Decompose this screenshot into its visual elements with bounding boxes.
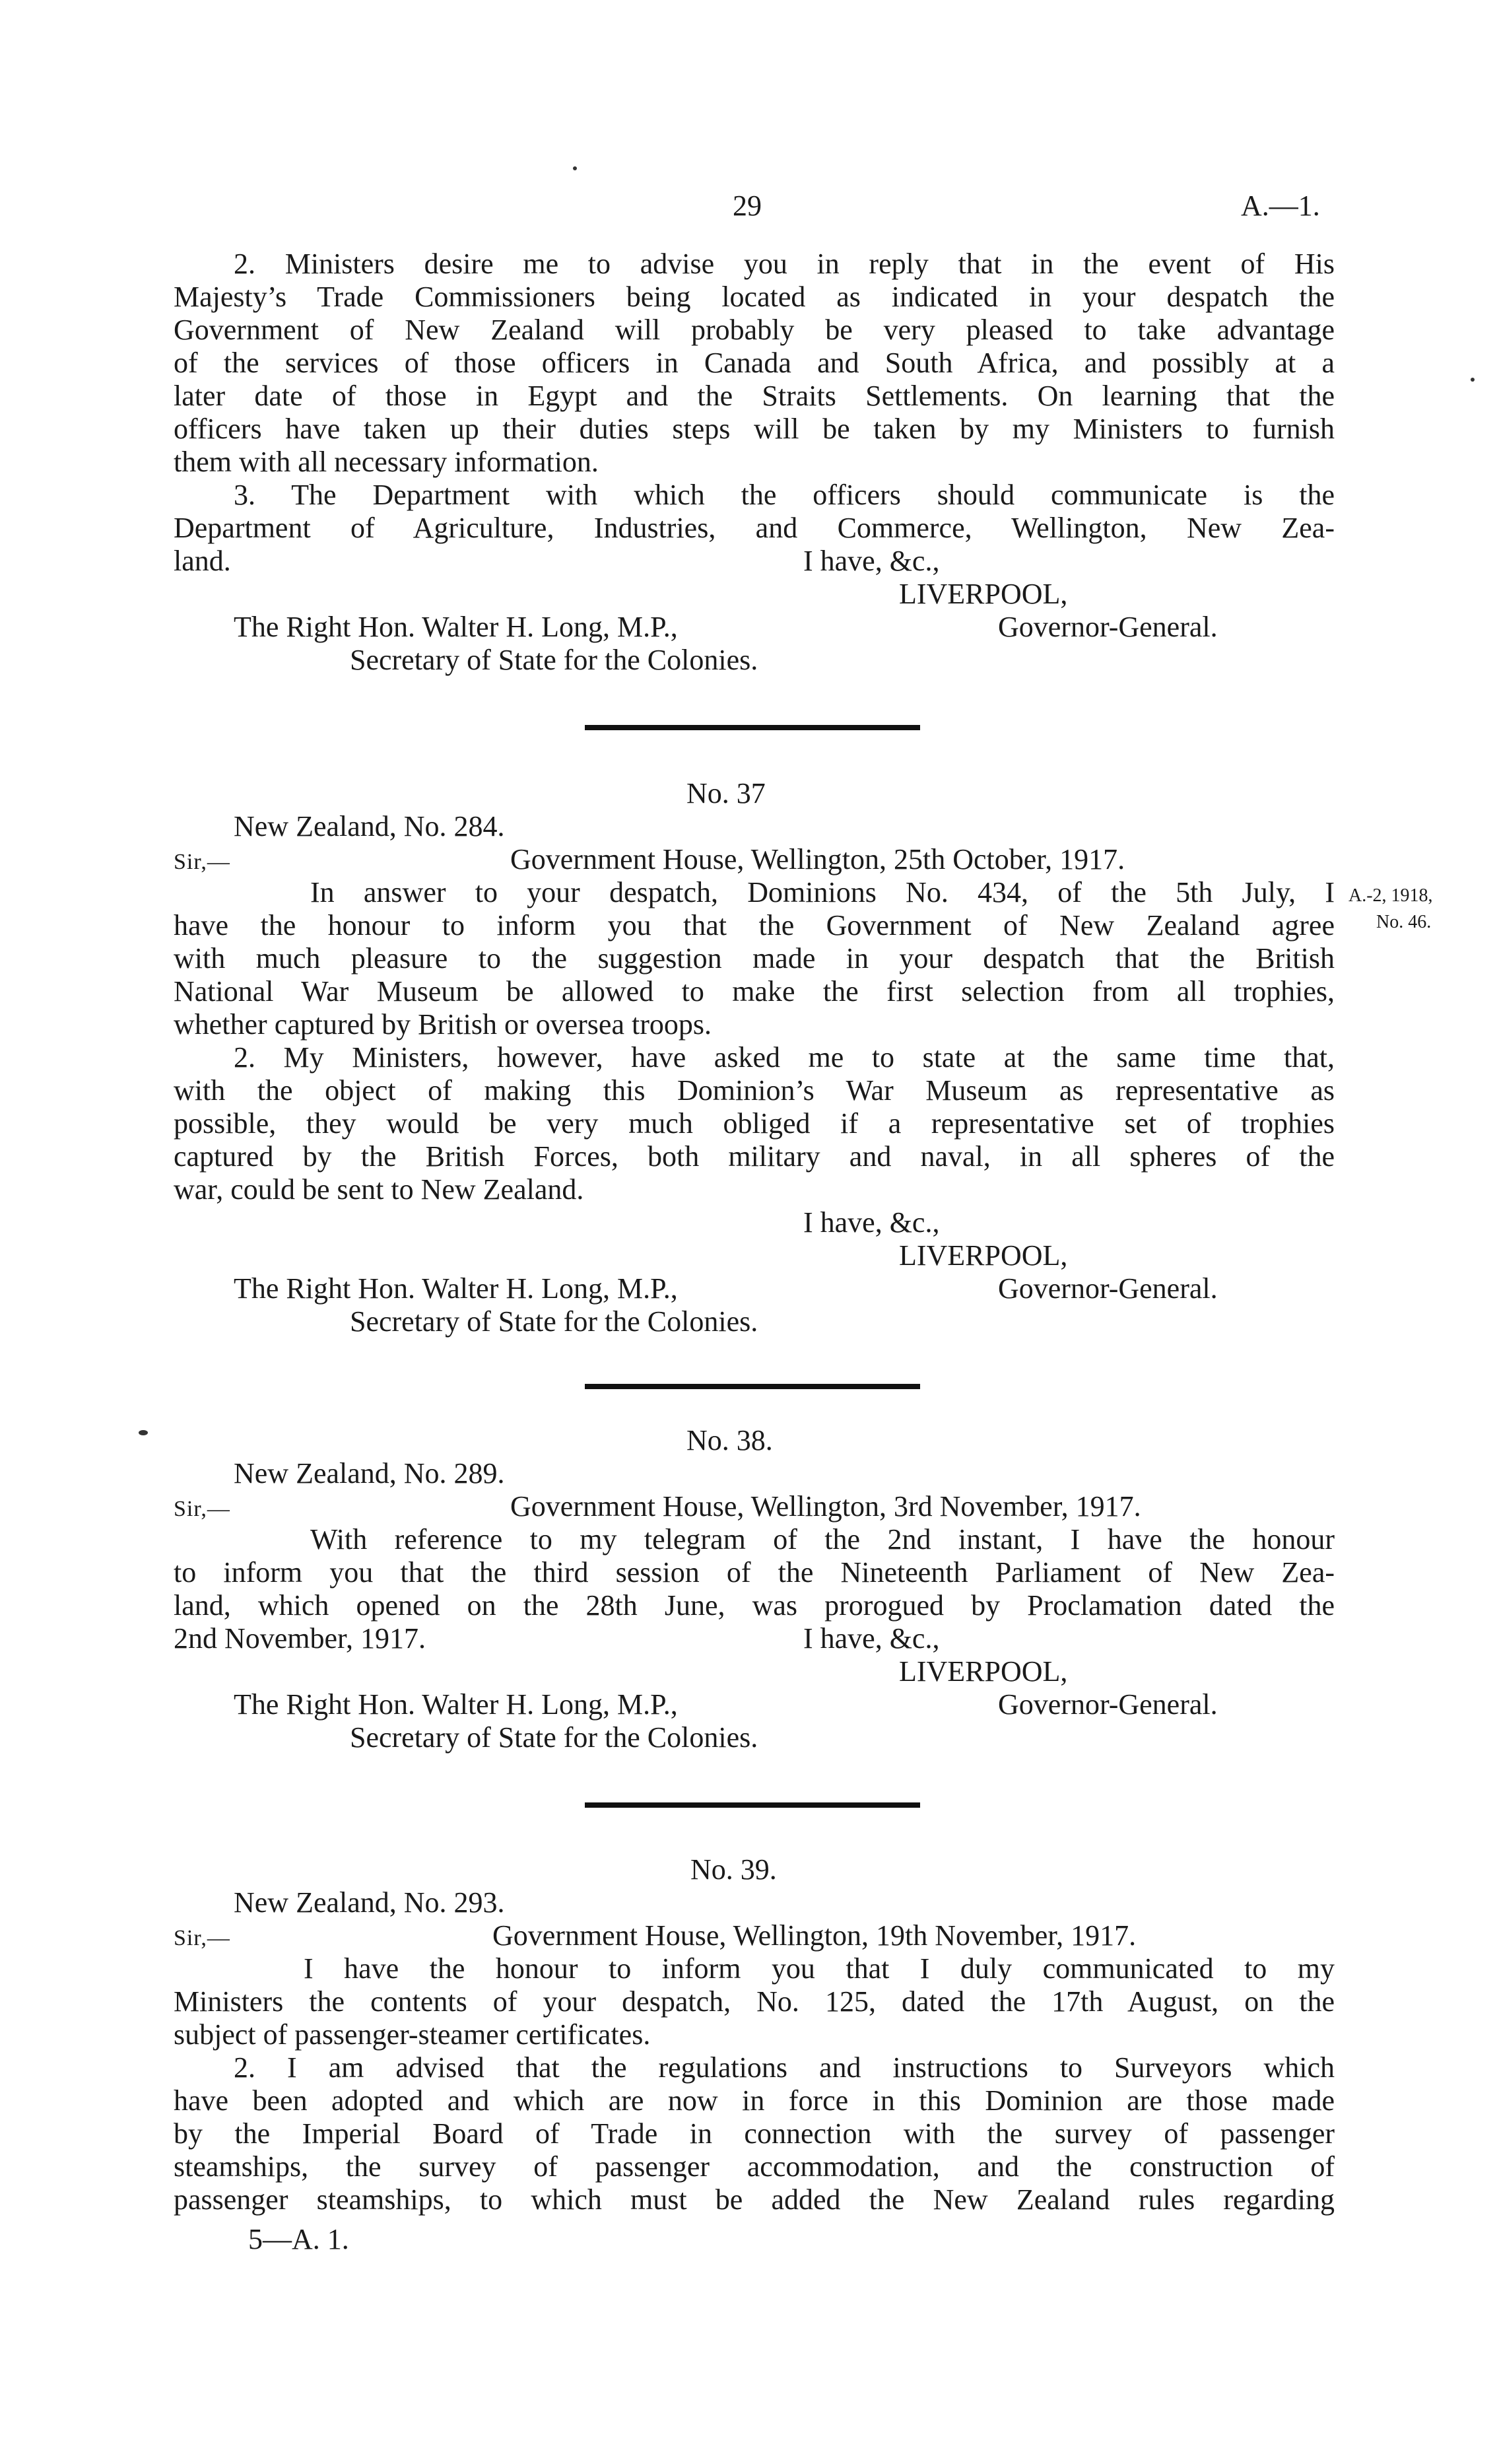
despatch-heading: No. 39. <box>690 1853 777 1886</box>
location-date: Government House, Wellington, 3rd November, 1917. <box>510 1490 1141 1523</box>
paragraph-line: passenger steamships, to which must be added the New Zealand rules regarding <box>174 2183 1335 2216</box>
signature: LIVERPOOL, <box>899 1239 1068 1272</box>
paragraph-line: subject of passenger-steamer certificates. <box>174 2018 651 2051</box>
paragraph-line: steamships, the survey of passenger accommodation, and the construction of <box>174 2150 1335 2183</box>
location-date: Government House, Wellington, 25th October, 1917. <box>510 843 1125 875</box>
paragraph-line: I have the honour to inform you that I duly communicated to my <box>304 1952 1335 1985</box>
closing: I have, &c., <box>803 1622 940 1655</box>
salutation: Sir,— <box>174 1497 230 1521</box>
document-reference: A.—1. <box>1241 189 1320 222</box>
section-divider <box>585 1384 920 1389</box>
paragraph-line: National War Museum be allowed to make the first selection from all trophies, <box>174 975 1335 1008</box>
paragraph-line: possible, they would be very much obliged if a representative set of trophies <box>174 1107 1335 1140</box>
paragraph-line: 2. I am advised that the regulations and instructions to Surveyors which <box>234 2051 1335 2084</box>
paragraph-line: them with all necessary information. <box>174 446 599 478</box>
closing: I have, &c., <box>803 545 940 577</box>
paragraph-line: Ministers the contents of your despatch, No. 125, dated the 17th August, on the <box>174 1985 1335 2018</box>
signature-mark: 5—A. 1. <box>248 2223 349 2255</box>
despatch-reference: New Zealand, No. 289. <box>234 1457 505 1489</box>
speck <box>139 1430 148 1435</box>
location-date: Government House, Wellington, 19th November, 1917. <box>492 1919 1137 1952</box>
closing: I have, &c., <box>803 1206 940 1239</box>
page-number: 29 <box>733 189 762 222</box>
paragraph-line: officers have taken up their duties steps will be taken by my Ministers to furnish <box>174 413 1335 445</box>
paragraph-line: with much pleasure to the suggestion made in your despatch that the British <box>174 942 1335 975</box>
speck <box>1471 378 1475 382</box>
paragraph-line: of the services of those officers in Canada and South Africa, and possibly at a <box>174 347 1335 379</box>
paragraph-line: whether captured by British or oversea troops. <box>174 1008 712 1041</box>
addressee: The Right Hon. Walter H. Long, M.P., <box>234 1272 678 1305</box>
paragraph-line: 2nd November, 1917. <box>174 1622 426 1655</box>
paragraph-line: Government of New Zealand will probably be very pleased to take advantage <box>174 314 1335 346</box>
addressee: The Right Hon. Walter H. Long, M.P., <box>234 1688 678 1721</box>
despatch-heading: No. 38. <box>686 1424 773 1456</box>
signature: LIVERPOOL, <box>899 578 1068 610</box>
signature-title: Governor-General. <box>998 611 1218 643</box>
salutation: Sir,— <box>174 1926 230 1950</box>
signature-title: Governor-General. <box>998 1688 1218 1721</box>
signature: LIVERPOOL, <box>899 1655 1068 1688</box>
section-divider <box>585 1802 920 1808</box>
paragraph-line: 2. My Ministers, however, have asked me to state at the same time that, <box>234 1041 1335 1074</box>
salutation: Sir,— <box>174 850 230 874</box>
paragraph-line: with the object of making this Dominion’s War Museum as representative as <box>174 1074 1335 1107</box>
paragraph-line: With reference to my telegram of the 2nd instant, I have the honour <box>310 1523 1335 1556</box>
paragraph-line: land. <box>174 545 231 577</box>
addressee: Secretary of State for the Colonies. <box>350 1721 758 1754</box>
paragraph-line: In answer to your despatch, Dominions No. 434, of the 5th July, I <box>310 876 1335 908</box>
despatch-heading: No. 37 <box>686 777 766 809</box>
paragraph-line: later date of those in Egypt and the Straits Settlements. On learning that the <box>174 380 1335 412</box>
paragraph-line: to inform you that the third session of the Nineteenth Parliament of New Zea- <box>174 1556 1335 1589</box>
margin-note: No. 46. <box>1376 912 1432 932</box>
margin-note: A.-2, 1918, <box>1348 885 1433 906</box>
speck <box>573 166 577 170</box>
paragraph-line: have been adopted and which are now in force in this Dominion are those made <box>174 2084 1335 2117</box>
signature-title: Governor-General. <box>998 1272 1218 1305</box>
paragraph-line: Majesty’s Trade Commissioners being located as indicated in your despatch the <box>174 281 1335 313</box>
paragraph-line: by the Imperial Board of Trade in connection with the survey of passenger <box>174 2117 1335 2150</box>
addressee: The Right Hon. Walter H. Long, M.P., <box>234 611 678 643</box>
paragraph-line: war, could be sent to New Zealand. <box>174 1173 584 1206</box>
paragraph-line: have the honour to inform you that the Government of New Zealand agree <box>174 909 1335 941</box>
paragraph-line: captured by the British Forces, both military and naval, in all spheres of the <box>174 1140 1335 1173</box>
paragraph-line: 3. The Department with which the officers should communicate is the <box>234 479 1335 511</box>
addressee: Secretary of State for the Colonies. <box>350 1305 758 1338</box>
despatch-reference: New Zealand, No. 293. <box>234 1886 505 1919</box>
despatch-reference: New Zealand, No. 284. <box>234 810 505 842</box>
paragraph-line: Department of Agriculture, Industries, and Commerce, Wellington, New Zea- <box>174 512 1335 544</box>
paragraph-line: 2. Ministers desire me to advise you in reply that in the event of His <box>234 248 1335 280</box>
paragraph-line: land, which opened on the 28th June, was prorogued by Proclamation dated the <box>174 1589 1335 1622</box>
addressee: Secretary of State for the Colonies. <box>350 644 758 676</box>
section-divider <box>585 725 920 730</box>
